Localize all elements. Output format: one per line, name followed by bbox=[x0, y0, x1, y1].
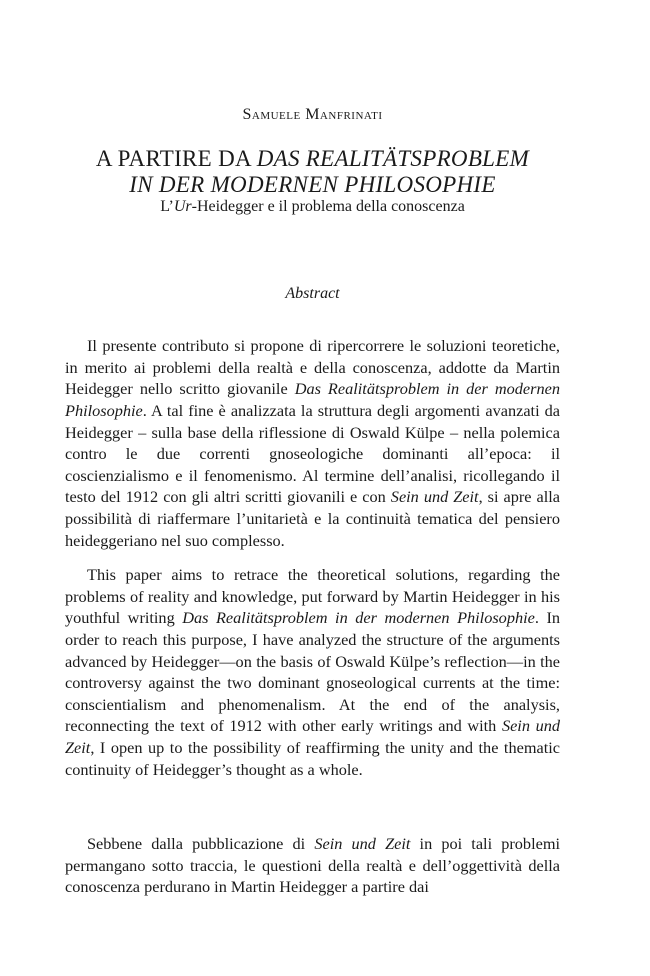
body-italic-1: Sein und Zeit bbox=[314, 834, 411, 854]
abstract-english bbox=[65, 564, 560, 780]
subtitle-pre: L’ bbox=[160, 198, 174, 215]
article-subtitle bbox=[65, 198, 560, 216]
abstract-en-italic-2: Sein und Zeit bbox=[65, 716, 560, 758]
abstract-en-text-1: This paper aims to retrace the theoretical solutions, regarding the problems of reality and knowledge, put forward by Martin Heidegger in his youthful writing bbox=[65, 565, 560, 628]
abstract-it-italic-1: Das Realitätsproblem in der modernen Philosophie bbox=[65, 379, 560, 421]
abstract-it-text-3: , si apre alla possibilità di riaffermare l’unitarietà e la continuità tematica del pensiero heideggeriano nel suo complesso. bbox=[65, 487, 561, 550]
abstract-it-text-2: . A tal fine è analizzata la struttura degli argomenti avanzati da Heidegger – sulla base della riflessione di Oswald Külpe – nella polemica contro le due correnti gnoseologiche dominanti all’epoca: il coscienzialismo e il fenomenismo. Al termine dell’analisi, ricollegando il testo del 1912 con gli altri scritti giovanili e con bbox=[65, 401, 560, 507]
article-title bbox=[65, 146, 560, 198]
abstract-en-text-2: . In order to reach this purpose, I have analyzed the structure of the arguments advanced by Heidegger—on the basis of Oswald Külpe’s reflection—in the controversy against the two dominant gnoseological currents at the time: conscientialism and phenomenalism. At the end of the analysis, reconnecting the text of 1912 with other early writings and with bbox=[65, 608, 561, 736]
subtitle-post: -Heidegger e il problema della conoscenza bbox=[191, 198, 465, 215]
body-text-2: in poi tali problemi permangano sotto traccia, le questioni della realtà e dell’oggettività della conoscenza perdurano in Martin Heidegger a partire dai bbox=[65, 834, 561, 897]
abstract-heading: Abstract bbox=[285, 285, 340, 302]
abstract-it-italic-2: Sein und Zeit bbox=[390, 487, 479, 507]
abstract-en-italic-1: Das Realitätsproblem in der modernen Philosophie bbox=[182, 608, 535, 628]
subtitle-italic: Ur bbox=[173, 198, 192, 215]
title-italic-line1: DAS REALITÄTSPROBLEM bbox=[256, 146, 530, 171]
abstract-it-text-1: Il presente contributo si propone di ripercorrere le soluzioni teoretiche, in merito ai problemi della realtà e della conoscenza, addotte da Martin Heidegger nello scritto giovanile bbox=[65, 336, 560, 399]
title-italic-line2: IN DER MODERNEN PHILOSOPHIE bbox=[129, 172, 496, 197]
abstract-en-text-3: , I open up to the possibility of reaffirming the unity and the thematic continuity of Heidegger’s thought as a whole. bbox=[65, 738, 560, 779]
title-plain: A PARTIRE DA bbox=[95, 146, 257, 171]
abstract-italian bbox=[65, 335, 560, 551]
author-name: Samuele Manfrinati bbox=[242, 106, 383, 123]
body-paragraph bbox=[65, 833, 560, 898]
body-text-1: Sebbene dalla pubblicazione di bbox=[87, 834, 315, 854]
